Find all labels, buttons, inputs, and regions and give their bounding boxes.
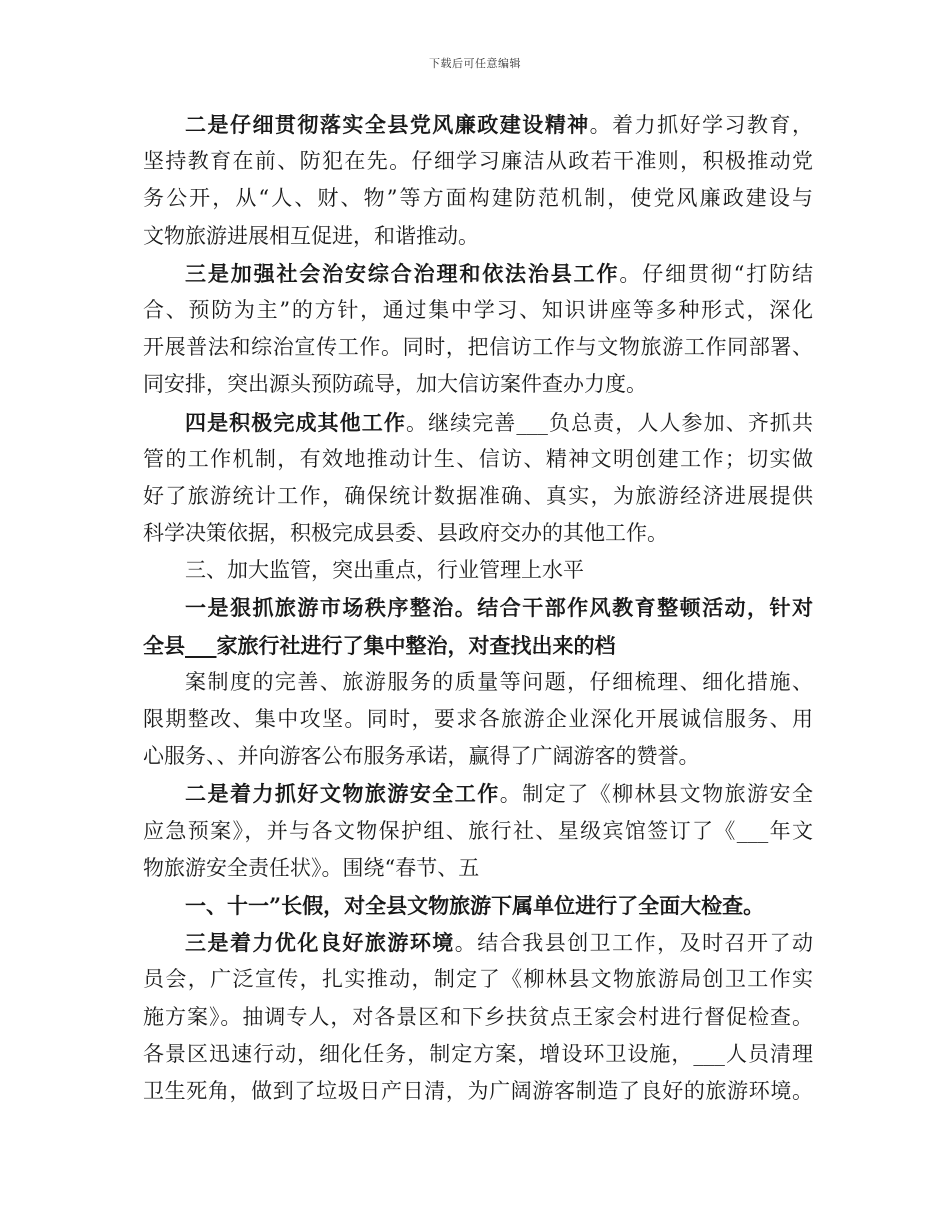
line-text: 卫生死角，做到了垃圾日产日清，为广阔游客制造了良好的旅游环境。 xyxy=(143,1078,813,1103)
text-line xyxy=(143,1036,813,1073)
document-body xyxy=(143,106,813,1110)
bold-heading: 三是着力优化良好旅游环境 xyxy=(185,930,455,956)
text-line xyxy=(143,701,813,738)
line-text: 三、加大监管，突出重点，行业管理上水平 xyxy=(185,558,584,583)
text-line xyxy=(143,441,813,478)
text-line xyxy=(143,999,813,1036)
line-text: 案制度的完善、旅游服务的质量等问题，仔细梳理、细化措施、 xyxy=(185,669,813,694)
bold-heading: 一、十一”长假，对全县文物旅游下属单位进行了全面大检查。 xyxy=(185,892,765,918)
text-line xyxy=(143,627,813,664)
bold-heading: 四是积极完成其他工作 xyxy=(185,409,406,435)
line-text: 。结合我县创卫工作，及时召开了动 xyxy=(454,931,813,956)
text-line xyxy=(143,478,813,515)
text-line xyxy=(143,366,813,403)
line-text: 文物旅游进展相互促进，和谐推动。 xyxy=(143,223,479,248)
text-line xyxy=(143,515,813,552)
line-text: 合、预防为主”的方针，通过集中学习、知识讲座等多种形式，深化 xyxy=(143,297,813,322)
line-text: 心服务、、并向游客公布服务承诺，赢得了广阔游客的赞誉。 xyxy=(143,744,700,769)
line-text: 同安排，突出源头预防疏导，加大信访案件查办力度。 xyxy=(143,372,647,397)
line-text: 坚持教育在前、防犯在先。仔细学习廉洁从政若干准则，积极推动党 xyxy=(143,149,813,174)
line-text: 应急预案》，并与各文物保护组、旅行社、星级宾馆签订了《___年文 xyxy=(143,818,813,843)
line-text: 。继续完善___负总责，人人参加、齐抓共 xyxy=(405,410,813,435)
line-text: 限期整改、集中攻坚。同时，要求各旅游企业深化开展诚信服务、用 xyxy=(143,707,813,731)
line-text: 。着力抓好学习教育， xyxy=(589,113,813,137)
text-line xyxy=(143,329,813,366)
text-line xyxy=(143,775,813,812)
text-line xyxy=(143,813,813,850)
text-line xyxy=(143,552,813,589)
line-text: 员会，广泛宣传，扎实推动，制定了《柳林县文物旅游局创卫工作实 xyxy=(143,967,813,992)
text-line xyxy=(143,924,813,961)
bold-heading: 一是狠抓旅游市场秩序整治。结合干部作风教育整顿活动，针对 xyxy=(185,595,813,621)
text-line xyxy=(143,664,813,701)
line-text: 。制定了《柳林县文物旅游安全 xyxy=(499,782,813,807)
text-line xyxy=(143,887,813,924)
line-text: 好了旅游统计工作，确保统计数据准确、真实，为旅游经济进展提供 xyxy=(143,483,813,508)
text-line xyxy=(143,1073,813,1110)
page-header: 下载后可任意编辑 xyxy=(429,57,521,70)
line-text: 各景区迅速行动，细化任务，制定方案，增设环卫设施，___人员清理 xyxy=(143,1041,813,1066)
text-line xyxy=(143,180,813,217)
line-text: 务公开，从“人、财、物”等方面构建防范机制，使党风廉政建设与 xyxy=(143,186,813,211)
text-line xyxy=(143,218,813,255)
text-line xyxy=(143,850,813,887)
line-text: 管的工作机制，有效地推动计生、信访、精神文明创建工作；切实做 xyxy=(143,446,813,471)
line-text: 物旅游安全责任状》。围绕“春节、五 xyxy=(143,855,480,880)
text-line xyxy=(143,738,813,775)
text-line xyxy=(143,143,813,180)
line-text: 科学决策依据，积极完成县委、县政府交办的其他工作。 xyxy=(143,521,668,546)
line-text: 。仔细贯彻“打防结 xyxy=(619,261,813,286)
text-line xyxy=(143,589,813,626)
bold-heading: 三是加强社会治安综合治理和依法治县工作 xyxy=(185,260,620,286)
bold-heading: 二是着力抓好文物旅游安全工作 xyxy=(185,781,500,807)
text-line xyxy=(143,255,813,292)
line-text: 开展普法和综治宣传工作。同时，把信访工作与文物旅游工作同部署、 xyxy=(143,335,813,360)
bold-heading: 全县___家旅行社进行了集中整治，对查找出来的档 xyxy=(143,632,616,658)
bold-heading: 二是仔细贯彻落实全县党风廉政建设精神 xyxy=(185,112,590,137)
text-line xyxy=(143,106,813,143)
text-line xyxy=(143,404,813,441)
text-line xyxy=(143,292,813,329)
line-text: 施方案》。抽调专人，对各景区和下乡扶贫点王家会村进行督促检查。 xyxy=(143,1004,813,1029)
text-line xyxy=(143,961,813,998)
